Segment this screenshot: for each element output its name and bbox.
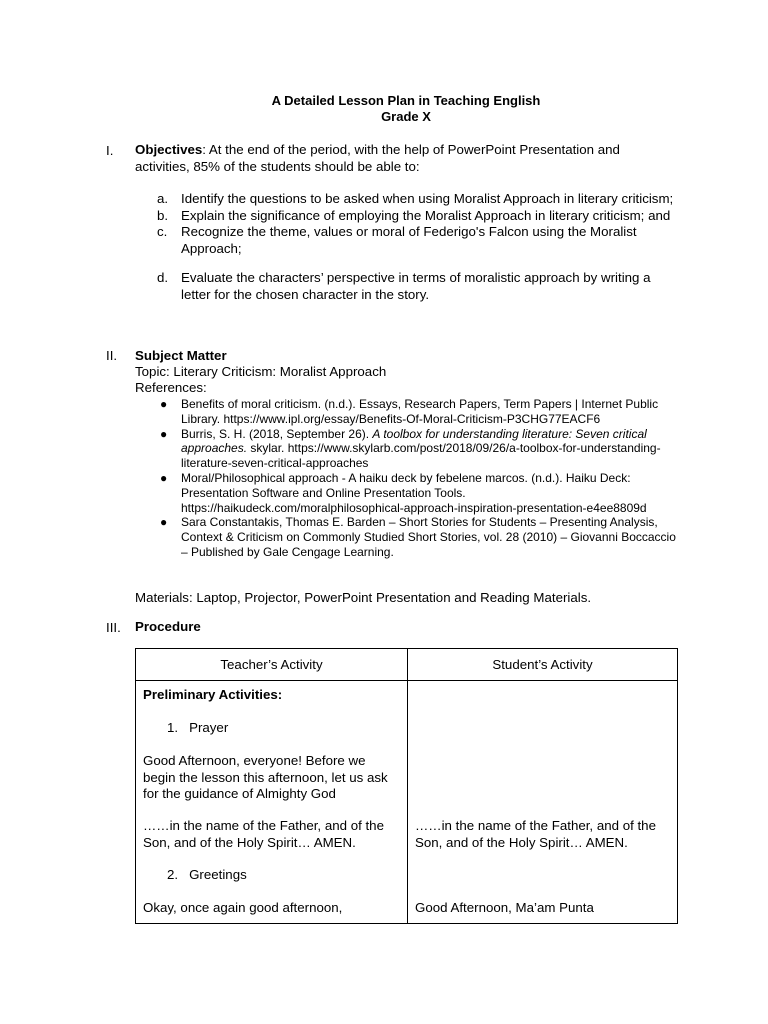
procedure-table	[135, 648, 678, 924]
teacher-activity-cell	[136, 681, 408, 924]
document-subtitle-grade: Grade X	[381, 109, 431, 124]
list-marker: d.	[157, 270, 169, 285]
table-row	[136, 681, 678, 924]
prayer-item	[167, 720, 401, 737]
list-marker: a.	[157, 191, 169, 206]
bullet-icon: ●	[160, 397, 168, 411]
column-header-student: Student’s Activity	[408, 649, 678, 681]
list-item	[160, 471, 680, 515]
list-marker: 2.	[167, 867, 179, 882]
student-activity-content	[408, 681, 677, 923]
student-activity-cell	[408, 681, 678, 924]
objectives-intro-text: : At the end of the period, with the help of PowerPoint Presentation and activities, 85% of the students should be able to:	[135, 142, 620, 174]
bullet-icon: ●	[160, 470, 168, 485]
references-list	[160, 397, 680, 560]
list-item	[160, 515, 680, 559]
reference-text: Benefits of moral criticism. (n.d.). Essays, Research Papers, Term Papers | Internet Public Library. https://www.ipl.org/essay/Benefits-Of-Moral-Criticism-P3CHG77EACF6	[181, 397, 659, 426]
objectives-list	[157, 191, 677, 303]
reference-text: Moral/Philosophical approach - A haiku deck by febelene marcos. (n.d.). Haiku Deck: Presentation Software and Online Presentation Tools. https://haikudeck.com/moralphilosophical-approach-inspiration-presentation-e4ee8809d	[181, 470, 647, 515]
preliminary-activities-label: Preliminary Activities:	[143, 687, 283, 702]
column-header-teacher: Teacher’s Activity	[136, 649, 408, 681]
list-marker: 1.	[167, 720, 179, 735]
list-item	[157, 191, 677, 208]
list-item	[157, 270, 677, 303]
bullet-icon: ●	[160, 515, 168, 530]
list-text: Recognize the theme, values or moral of Federigo's Falcon using the Moralist Approach;	[181, 224, 637, 256]
section-numeral-objectives: I.	[106, 143, 114, 158]
list-item	[160, 397, 680, 427]
preliminary-activities-heading	[143, 687, 401, 704]
list-item	[160, 427, 680, 471]
student-sign-of-cross: ……in the name of the Father, and of the Son, and of the Holy Spirit… AMEN.	[415, 818, 656, 850]
teacher-activity-content	[136, 681, 407, 923]
reference-text: Sara Constantakis, Thomas E. Barden – Short Stories for Students – Presenting Analysis, Context & Criticism on Commonly Studied Short Stories, vol. 28 (2010) – Giovanni Boccaccio – Published by Gale Cengage Learning.	[181, 515, 676, 559]
subject-matter-heading-text: Subject Matter	[135, 348, 227, 363]
subject-matter-heading	[135, 348, 655, 365]
greetings-item	[167, 867, 401, 884]
subject-topic: Topic: Literary Criticism: Moralist Approach	[135, 364, 387, 379]
list-item	[157, 208, 677, 225]
materials-text: Materials: Laptop, Projector, PowerPoint Presentation and Reading Materials.	[135, 590, 592, 605]
list-marker: c.	[157, 224, 168, 239]
greetings-label: Greetings	[189, 867, 247, 882]
list-marker: b.	[157, 207, 169, 223]
objectives-intro	[135, 142, 655, 175]
list-item	[157, 224, 677, 257]
teacher-sign-of-cross: ……in the name of the Father, and of the Son, and of the Holy Spirit… AMEN.	[143, 818, 384, 850]
teacher-greeting-text: Okay, once again good afternoon,	[143, 900, 343, 915]
references-label: References:	[135, 380, 207, 395]
document-title: A Detailed Lesson Plan in Teaching English	[271, 93, 541, 108]
list-text: Explain the significance of employing the Moralist Approach in literary criticism; and	[181, 207, 671, 223]
objectives-heading: Objectives	[135, 142, 203, 157]
list-text: Evaluate the characters’ perspective in terms of moralistic approach by writing a letter for the chosen character in the story.	[181, 270, 651, 302]
list-text: Identify the questions to be asked when using Moralist Approach in literary criticism;	[181, 191, 674, 206]
reference-title-italic: A toolbox for understanding literature: Seven critical approaches.	[181, 426, 647, 456]
student-greeting-reply: Good Afternoon, Ma’am Punta	[415, 900, 594, 915]
table-header-row	[136, 649, 678, 681]
reference-text-tail: skylar. https://www.skylarb.com/post/2018/09/26/a-toolbox-for-understanding-literature-seven-critical-approaches	[181, 441, 661, 471]
reference-text: Burris, S. H. (2018, September 26).	[181, 426, 373, 441]
prayer-label: Prayer	[189, 720, 229, 735]
prayer-text: Good Afternoon, everyone! Before we begin the lesson this afternoon, let us ask for the guidance of Almighty God	[143, 753, 388, 801]
bullet-icon: ●	[160, 426, 168, 441]
procedure-heading	[135, 619, 655, 636]
section-numeral-subject-matter: II.	[106, 348, 118, 363]
section-numeral-procedure: III.	[106, 620, 121, 635]
procedure-heading-text: Procedure	[135, 619, 201, 634]
